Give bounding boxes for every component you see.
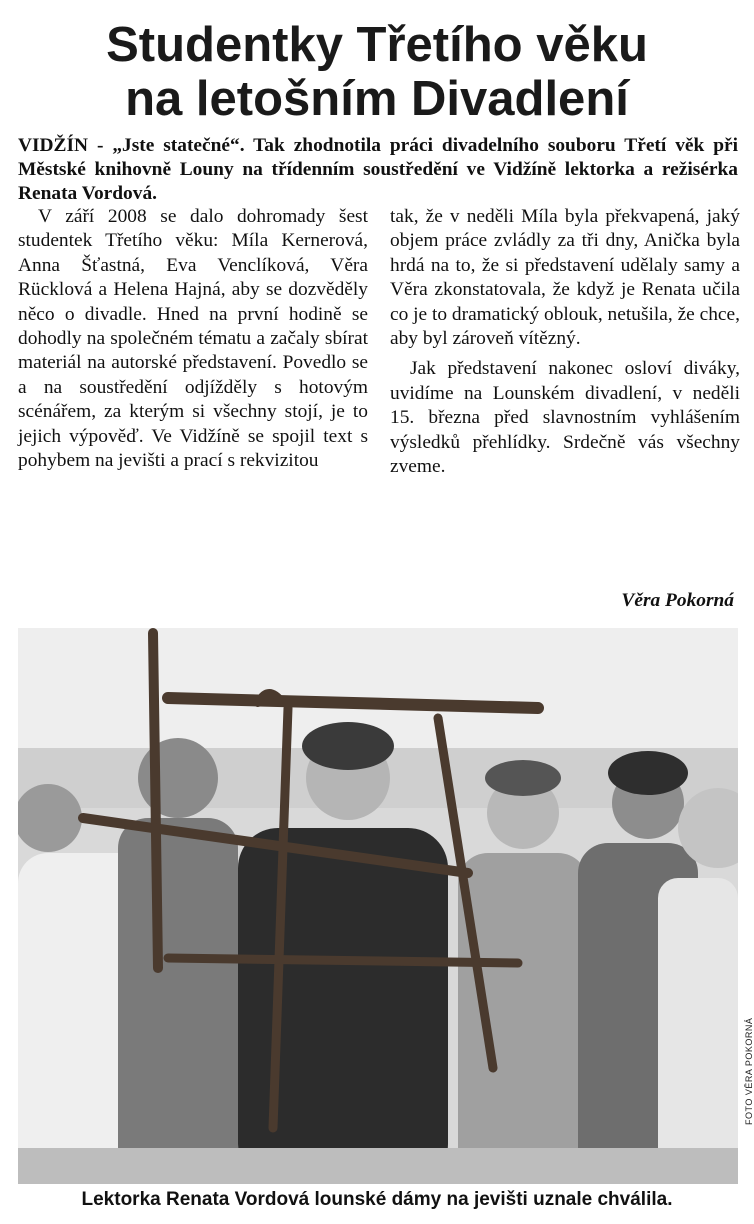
title-line-1: Studentky Třetího věku bbox=[106, 18, 648, 72]
photo-credit: FOTO VĚRA POKORNÁ bbox=[744, 1017, 754, 1125]
body-paragraph: Jak představení nakonec osloví diváky, uvidíme na Lounském divadlení, v neděli 15. března před slavnostním vyhlášením výsledků přehlídky. Srdečně vás všechny zveme. bbox=[390, 358, 740, 478]
body-paragraph: tak, že v neděli Míla byla překvapená, jaký objem práce zvládly za tři dny, Anička byla hrdá na to, že si představení udělaly samy a Věra zkonstatovala, že když je Renata učila co je to dramatický oblouk, netušila, že chce, aby byl zároveň vítězný. bbox=[390, 206, 740, 350]
article-body-left-column bbox=[18, 205, 368, 473]
body-paragraph: V září 2008 se dalo dohromady šest studentek Třetího věku: Míla Kernerová, Anna Šťastná, Eva Venclíková, Věra Rücklová a Helena Hajná, aby se dozvěděly něco o divadle. Hned na první hodině se dohodly na společném tématu a začaly sbírat materiál na autorské představení. Povedlo se a na soustředění odjížděly s hotovým scénářem, za kterým si všechny stojí, je to jejich výpověď. Ve Vidžíně se spojil text s pohybem na jevišti a prací s rekvizitou bbox=[18, 206, 368, 472]
article-photo bbox=[18, 628, 738, 1184]
article-title bbox=[0, 18, 754, 126]
photo-caption: Lektorka Renata Vordová lounské dámy na jevišti uznale chválila. bbox=[81, 1189, 673, 1210]
article-author: Věra Pokorná bbox=[621, 590, 734, 611]
article-body-right-column bbox=[390, 205, 740, 479]
article-lead: VIDŽÍN - „Jste statečné“. Tak zhodnotila práci divadelního souboru Třetí věk při Městské knihovně Louny na třídenním soustředění ve Vidžíně lektorka a režisérka Renata Vordová. bbox=[18, 135, 738, 204]
title-line-2: na letošním Divadlení bbox=[125, 72, 629, 126]
photo-illustration bbox=[18, 628, 738, 1184]
